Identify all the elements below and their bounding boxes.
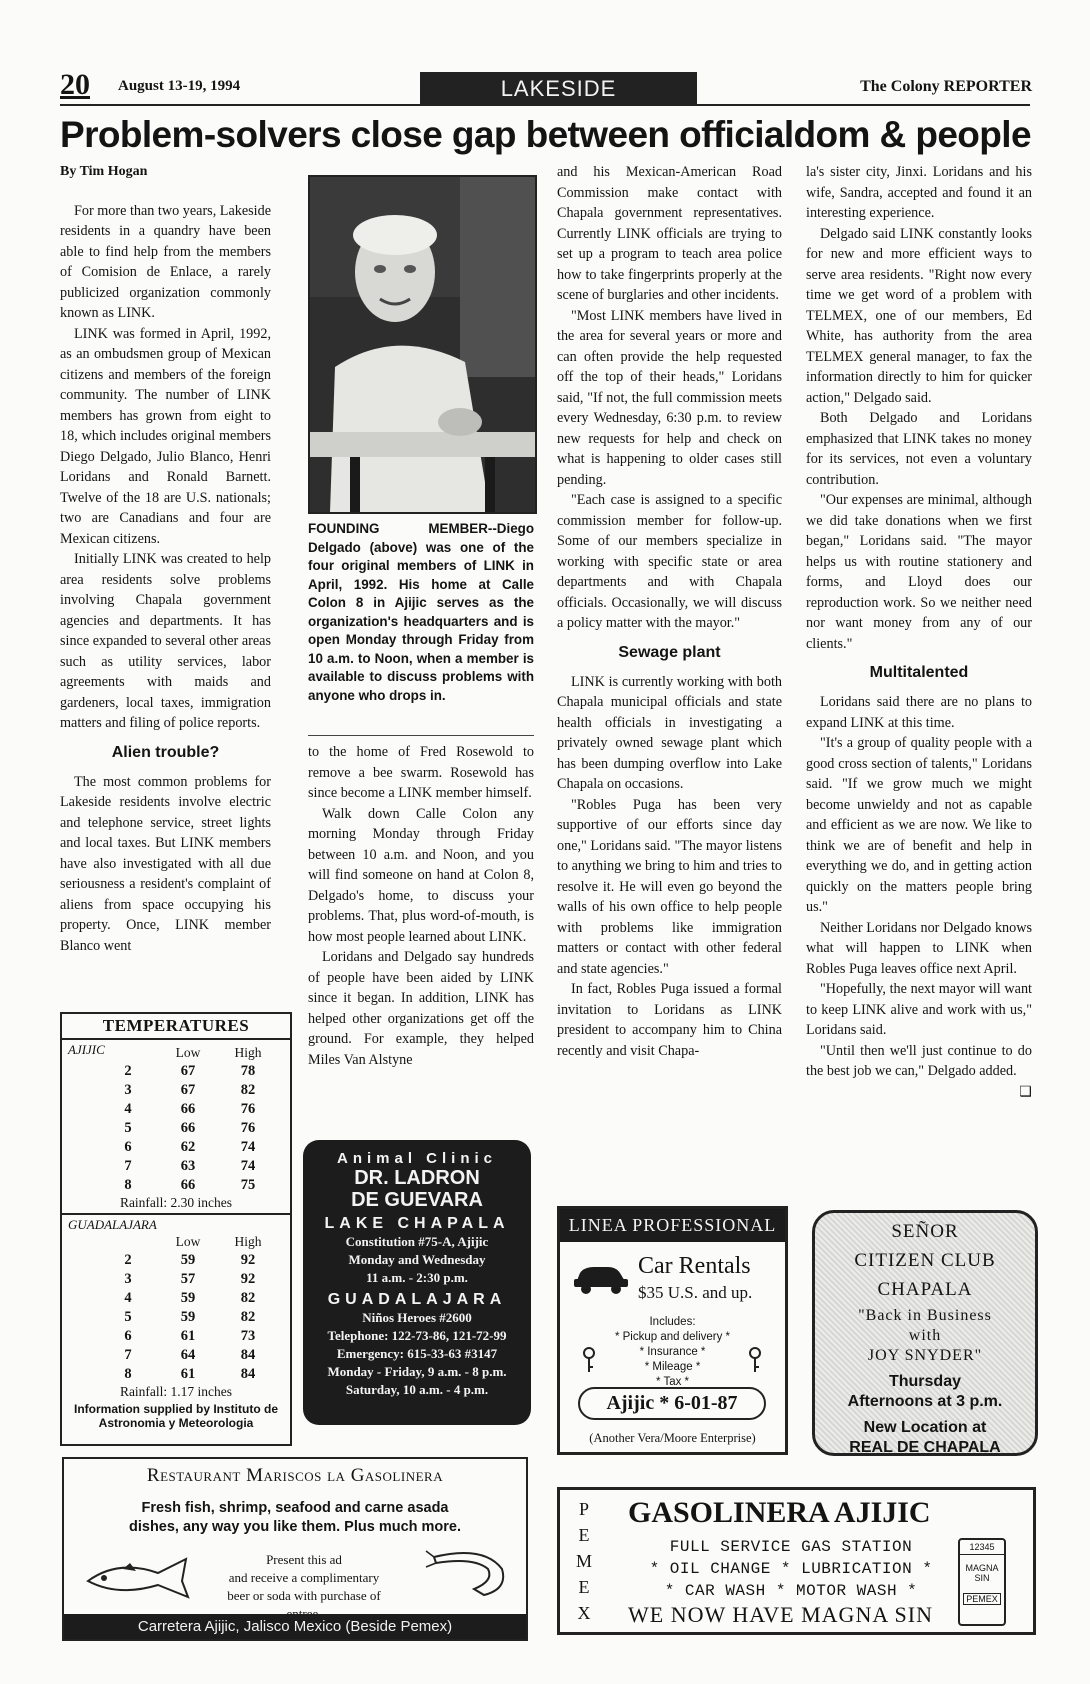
- pemex-vertical: P E M E X: [575, 1499, 592, 1623]
- gas-services: [626, 1536, 956, 1602]
- club-title-2: CITIZEN CLUB: [854, 1250, 996, 1271]
- table-row: 2 67 78: [124, 1063, 256, 1079]
- guadalajara-table: [98, 1233, 278, 1384]
- portrait-illustration: [310, 177, 535, 512]
- clinic-hours-saturday: Saturday, 10 a.m. - 4 p.m.: [345, 1382, 489, 1397]
- club-event-1: "Back in Business: [858, 1307, 992, 1324]
- table-row: 7 64 84: [124, 1347, 256, 1363]
- paragraph: Delgado said LINK constantly looks for new and more efficient ways to serve area residents. "Right now every time we get word of a problem with TELMEX, one of our members, Ed White, has authority from the area TELMEX general manager, to fax the information directly to him for quicker action," Delgado said.: [806, 225, 1032, 406]
- gas-title: GASOLINERA AJIJIC: [628, 1496, 931, 1529]
- fish-icon: [78, 1551, 198, 1601]
- section-banner: LAKESIDE: [420, 72, 697, 106]
- end-mark-icon: ❑: [1019, 1083, 1032, 1100]
- shrimp-icon: [424, 1545, 514, 1601]
- clinic-address-ajijic: Constitution #75-A, Ajijic: [345, 1234, 489, 1249]
- clinic-hours-weekday: Monday - Friday, 9 a.m. - 8 p.m.: [327, 1364, 507, 1379]
- club-title-1: SEÑOR: [891, 1221, 959, 1242]
- city-ajijic: AJIJIC: [68, 1042, 105, 1057]
- club-title-3: CHAPALA: [877, 1279, 973, 1300]
- headline: Problem-solvers close gap between officialdom & people: [60, 114, 1031, 155]
- club-time: Afternoons at 3 p.m.: [847, 1393, 1003, 1410]
- table-row: 6 61 73: [124, 1328, 256, 1344]
- table-row: 4 59 82: [124, 1290, 256, 1306]
- paragraph: For more than two years, Lakeside residents in a quandry have been able to find help from the members of Comision de Enlace, a rarely publicized organization commonly known as LINK.: [60, 202, 271, 321]
- article-column-2: [308, 742, 534, 1070]
- clinic-location-gdl: GUADALAJARA: [327, 1291, 507, 1308]
- paragraph: "Most LINK members have lived in the area for several years or more and can often provide the help requested off the top of their heads," Loridans said, "If not, the full commission meets every Wednesday, 6:30 p.m. to review new requests for help and check on what is happening to older cases still pending.: [557, 307, 782, 488]
- header-rule: [60, 104, 1030, 106]
- list-item: * Pickup and delivery *: [614, 1331, 731, 1343]
- restaurant-ad: [62, 1457, 528, 1641]
- high-header: High: [234, 1234, 262, 1249]
- closing-quote-text: "Until then we'll just continue to do the best job we can," Delgado added.: [806, 1042, 1032, 1079]
- table-row: 3 67 82: [124, 1082, 256, 1098]
- paragraph: "Our expenses are minimal, although we did take donations when we first began," Loridans said. "The mayor helps us with routine stationery and forms, and Lloyd does our reproduction work. So we neither need nor want money from any of our clients.": [806, 492, 1032, 652]
- paragraph: Both Delgado and Loridans emphasized that LINK takes no money for its services, not even a voluntary contribution.: [806, 410, 1032, 488]
- table-row: 3 57 92: [124, 1271, 256, 1287]
- paragraph: Initially LINK was created to help area residents solve problems involving Chapala government agencies and departments. It has since expanded to several other areas such as utility services, labor agreements with maids and gardeners, local taxes, immigration matters and filing of police reports.: [60, 551, 271, 731]
- paragraph: "Each case is assigned to a specific commission member for follow-up. Some of our members specialize in working with specific state or area departments and with Chapala officials. Occasionally, we will discuss a policy matter with the mayor.": [557, 492, 782, 631]
- paragraph: LINK is currently working with both Chapala municipal officials and state health officials in investigating a privately owned sewage plant which has been dumping overflow into Lake Chapala on occasions.: [557, 673, 782, 792]
- club-event-3: JOY SNYDER": [867, 1347, 983, 1364]
- table-divider: [62, 1213, 290, 1215]
- rainfall-guadalajara: Rainfall: 1.17 inches: [119, 1384, 233, 1399]
- low-header: Low: [175, 1234, 201, 1249]
- paragraph: [806, 1041, 1032, 1100]
- low-header: Low: [175, 1045, 201, 1060]
- paper-name: The Colony REPORTER: [860, 78, 1032, 95]
- table-row: 5 59 82: [124, 1309, 256, 1325]
- includes-label: Includes:: [649, 1316, 696, 1328]
- key-icon: [748, 1347, 762, 1373]
- list-item: * Insurance *: [639, 1346, 706, 1358]
- car-rentals-label: Car Rentals: [638, 1253, 751, 1279]
- club-location-1: New Location at: [863, 1419, 987, 1436]
- paragraph: Neither Loridans nor Delgado knows what will happen to LINK when Robles Puga leaves office next April.: [806, 919, 1032, 977]
- photo-diego-delgado: [308, 175, 537, 514]
- article-column-3: [557, 162, 782, 1061]
- paragraph: Loridans and Delgado say hundreds of people have been aided by LINK since it began. In addition, LINK has helped other organizations get off the ground. For example, they helped Miles Van Alstyne: [308, 949, 534, 1068]
- offer-line-1: Present this ad: [266, 1552, 342, 1567]
- page-number: 20: [60, 68, 90, 101]
- linea-title: LINEA PROFESSIONAL: [560, 1209, 785, 1242]
- animal-clinic-ad: [303, 1140, 531, 1425]
- clinic-location-lake: LAKE CHAPALA: [324, 1215, 510, 1232]
- club-day: Thursday: [888, 1373, 961, 1390]
- key-icon: [582, 1347, 596, 1373]
- clinic-days-ajijic: Monday and Wednesday: [348, 1252, 486, 1267]
- restaurant-name: Restaurant Mariscos la Gasolinera: [146, 1465, 444, 1486]
- offer-line-2: and receive a complimentary: [228, 1570, 380, 1585]
- table-row: 8 61 84: [124, 1366, 256, 1382]
- paragraph: LINK was formed in April, 1992, as an ombudsmen group of Mexican citizens and members of the foreign community. The number of LINK members has grown from eight to 18, which includes original members Diego Delgado, Julio Blanco, Henri Loridans and Ronald Barnett. Twelve of the 18 are U.S. nationals; two are Canadians and four are Mexican citizens.: [60, 325, 271, 547]
- ajijic-table: [98, 1044, 278, 1195]
- linea-phone: Ajijic * 6-01-87: [578, 1387, 766, 1420]
- temperatures-box: [60, 1012, 292, 1446]
- clinic-doctor: DR. LADRON: [354, 1167, 480, 1189]
- service-line: * CAR WASH * MOTOR WASH *: [664, 1582, 918, 1600]
- paragraph: and his Mexican-American Road Commission make contact with Chapala government representatives. Currently LINK officials are trying to set up a program to teach area police how to take fingerprints properly at the scene of burglaries and other incidents.: [557, 164, 782, 303]
- magna-sin-line: WE NOW HAVE MAGNA SIN: [628, 1602, 933, 1627]
- clinic-doctor-surname: DE GUEVARA: [351, 1189, 483, 1211]
- list-item: * Mileage *: [644, 1361, 701, 1373]
- rental-price: $35 U.S. and up.: [638, 1283, 753, 1302]
- high-header: High: [234, 1045, 262, 1060]
- restaurant-address: Carretera Ajijic, Jalisco Mexico (Beside Pemex): [64, 1614, 526, 1639]
- paragraph: In fact, Robles Puga issued a formal invitation to Loridans as LINK president to accompany him to China recently and visit Chapa-: [557, 981, 782, 1059]
- paragraph: "Robles Puga has been very supportive of our efforts since day one," Loridans said. "The mayor listens to anything we bring to him and tries to resolve it. He will even go beyond the walls of his own office to help people with problems like immigration matters or contact with other federal and state agencies.": [557, 796, 782, 977]
- clinic-telephone: Telephone: 122-73-86, 121-72-99: [327, 1328, 507, 1343]
- table-row: 5 66 76: [124, 1120, 256, 1136]
- paragraph: Loridans said there are no plans to expand LINK at this time.: [806, 694, 1032, 731]
- gas-pump-icon: 12345 MAGNA SIN PEMEX: [958, 1538, 1006, 1626]
- byline: By Tim Hogan: [60, 164, 148, 179]
- table-row: 7 63 74: [124, 1158, 256, 1174]
- subhead-sewage-plant: Sewage plant: [618, 643, 721, 661]
- paragraph: to the home of Fred Rosewold to remove a bee swarm. Rosewold has since become a LINK member himself.: [308, 744, 534, 801]
- temperatures-title: TEMPERATURES: [62, 1014, 290, 1040]
- subhead-multitalented: Multitalented: [869, 664, 969, 681]
- linea-enterprise: (Another Vera/Moore Enterprise): [589, 1431, 756, 1445]
- table-row: 8 66 75: [124, 1177, 256, 1193]
- paragraph: la's sister city, Jinxi. Loridans and his wife, Sandra, accepted and found it an interesting experience.: [806, 164, 1032, 221]
- car-icon: [572, 1261, 630, 1295]
- list-item: * Tax *: [655, 1376, 690, 1388]
- club-location-2: REAL DE CHAPALA: [849, 1439, 1001, 1456]
- paragraph: "Hopefully, the next mayor will want to keep LINK alive and work with us," Loridans said.: [806, 981, 1032, 1038]
- restaurant-tagline-1: Fresh fish, shrimp, seafood and carne asada: [141, 1500, 449, 1516]
- restaurant-offer: [214, 1551, 394, 1623]
- table-row: 2 59 92: [124, 1252, 256, 1268]
- photo-caption: FOUNDING MEMBER--Diego Delgado (above) was one of the four original members of LINK in April, 1992. His home at Calle Colon 8 in Ajijic serves as the organization's headquarters and is open Monday through Friday from 10 a.m. to Noon, when a member is available to discuss problems with anyone who drops in.: [308, 521, 534, 703]
- senor-citizen-club-ad: [812, 1210, 1038, 1456]
- rainfall-ajijic: Rainfall: 2.30 inches: [119, 1195, 233, 1210]
- linea-professional-ad: [557, 1206, 788, 1455]
- paragraph: The most common problems for Lakeside residents involve electric and telephone service, street lights and local taxes. But LINK members have also investigated with all due seriousness a resident's complaint of aliens from space occupying his property. Once, LINK member Blanco went: [60, 773, 271, 954]
- gasolinera-ajijic-ad: [557, 1487, 1036, 1635]
- clinic-emergency: Emergency: 615-33-63 #3147: [336, 1346, 498, 1361]
- club-event-2: with: [908, 1327, 942, 1344]
- city-guadalajara: GUADALAJARA: [68, 1217, 157, 1232]
- clinic-hours-ajijic: 11 a.m. - 2:30 p.m.: [366, 1270, 468, 1285]
- table-row: 6 62 74: [124, 1139, 256, 1155]
- paragraph: "It's a group of quality people with a good cross section of talents," Loridans said. "If we grow much we might become unwieldy and not as capable and efficient as we are now. We like to think we are of benefit and help in everything we do, and in getting action quickly on the matters people bring us.": [806, 735, 1032, 915]
- source-credit: Information supplied by Instituto de Astronomia y Meteorologia: [74, 1402, 278, 1430]
- clinic-name: Animal Clinic: [336, 1150, 498, 1167]
- paragraph: Walk down Calle Colon any morning Monday through Friday between 10 a.m. and Noon, and you will find someone on hand at Colon 8, Delgado's home, to discuss your problems. That, plus word-of-mouth, is how most people learned about LINK.: [308, 805, 534, 945]
- article-column-1: [60, 162, 271, 956]
- offer-line-3: beer or soda with purchase of: [227, 1588, 381, 1603]
- service-line: * OIL CHANGE * LUBRICATION *: [649, 1560, 933, 1578]
- caption-rule: [308, 735, 534, 736]
- restaurant-tagline-2: dishes, any way you like them. Plus much more.: [129, 1519, 461, 1535]
- subhead-alien-trouble: Alien trouble?: [111, 743, 220, 761]
- table-row: 4 66 76: [124, 1101, 256, 1117]
- service-line: FULL SERVICE GAS STATION: [669, 1538, 913, 1556]
- issue-date: August 13-19, 1994: [118, 78, 241, 94]
- article-column-4: [806, 162, 1032, 1102]
- clinic-address-gdl: Niños Heroes #2600: [362, 1310, 472, 1325]
